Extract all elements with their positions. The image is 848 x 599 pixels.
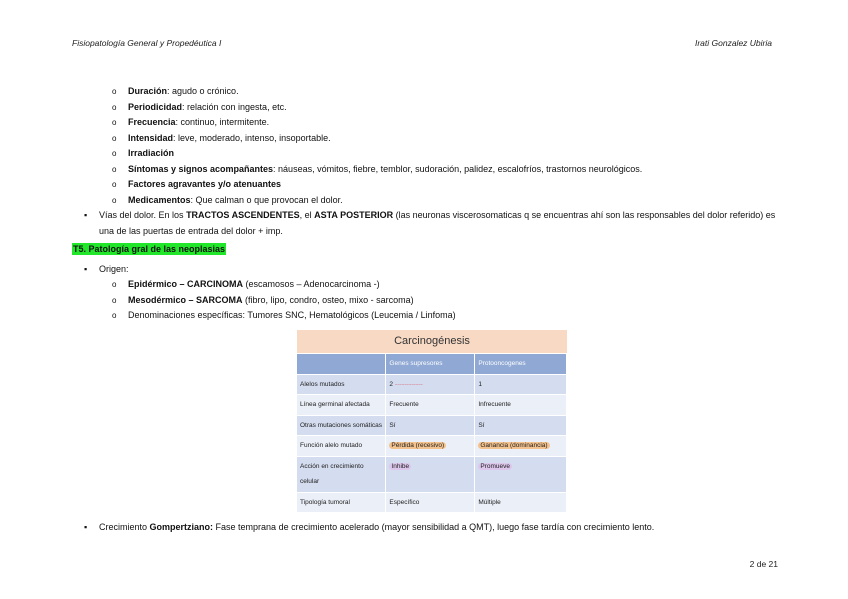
list-item: o Intensidad: leve, moderado, intenso, insoportable. xyxy=(112,132,331,143)
table-row: Acción en crecimiento celular Inhibe Promueve xyxy=(297,456,567,492)
list-item: o Factores agravantes y/o atenuantes xyxy=(112,179,282,189)
table-row: Función alelo mutado Pérdida (recesivo) Ganancia (dominancia) xyxy=(297,436,567,457)
table-row: Alelos mutados 2 ~~~~~~~~~~~~ 1 xyxy=(297,374,567,395)
list-item: o Periodicidad: relación con ingesta, etc. xyxy=(112,101,287,112)
handwritten-annotation: ~~~~~~~~~~~~ xyxy=(394,381,423,387)
origen-sublist xyxy=(72,277,780,324)
document-body xyxy=(72,84,780,536)
carcinogenesis-table-image xyxy=(297,330,567,513)
table-header-row: Genes supresores Protooncogenes xyxy=(297,354,567,375)
header-doc-title: Fisiopatología General y Propedéutica I xyxy=(72,38,222,48)
header-author: Irati Gonzalez Ubiria xyxy=(694,38,772,48)
table-row: Tipología tumoral Específico Múltiple xyxy=(297,492,567,512)
page-number: 2 de 21 xyxy=(749,559,778,569)
list-item-vias: ▪ Vías del dolor. En los TRACTOS ASCENDENTES, el ASTA POSTERIOR (las neuronas viscerosomaticas q se encuentras ahí son las responsables del dolor referido) es una de las puertas de entrada del dolor + imp. xyxy=(84,210,776,236)
section-title: T5. Patología gral de las neoplasias xyxy=(73,244,226,254)
list-item: o Epidérmico – CARCINOMA (escamosos – Adenocarcinoma -) xyxy=(112,279,380,289)
list-item: o Mesodérmico – SARCOMA (fibro, lipo, condro, osteo, mixo - sarcoma) xyxy=(112,294,414,305)
carcinogenesis-title: Carcinogénesis xyxy=(297,330,567,354)
gompertz-list xyxy=(72,520,780,536)
list-item: o Medicamentos: Que calman o que provocan el dolor. xyxy=(112,194,343,205)
list-item: o Denominaciones específicas: Tumores SNC, Hematológicos (Leucemia / Linfoma) xyxy=(112,310,456,320)
pain-characteristics-list xyxy=(72,84,780,208)
list-item: o Duración: agudo o crónico. xyxy=(112,86,239,96)
list-item-gompertz: ▪ Crecimiento Gompertziano: Fase temprana de crecimiento acelerado (mayor sensibilidad a QMT), luego fase tardía con crecimiento lento. xyxy=(84,522,655,532)
list-item: o Síntomas y signos acompañantes: náuseas, vómitos, fiebre, temblor, sudoración, palidez, escalofríos, trastornos neurológicos. xyxy=(112,163,643,174)
carcinogenesis-table xyxy=(297,353,567,512)
table-row: Línea germinal afectada Frecuente Infrecuente xyxy=(297,395,567,416)
vias-list xyxy=(72,208,780,239)
list-item: o Irradiación xyxy=(112,148,175,158)
table-row: Otras mutaciones somáticas Sí Sí xyxy=(297,415,567,436)
list-item-origen: ▪ Origen: xyxy=(84,263,129,274)
list-item: o Frecuencia: continuo, intermitente. xyxy=(112,117,270,127)
origen-list xyxy=(72,262,780,278)
